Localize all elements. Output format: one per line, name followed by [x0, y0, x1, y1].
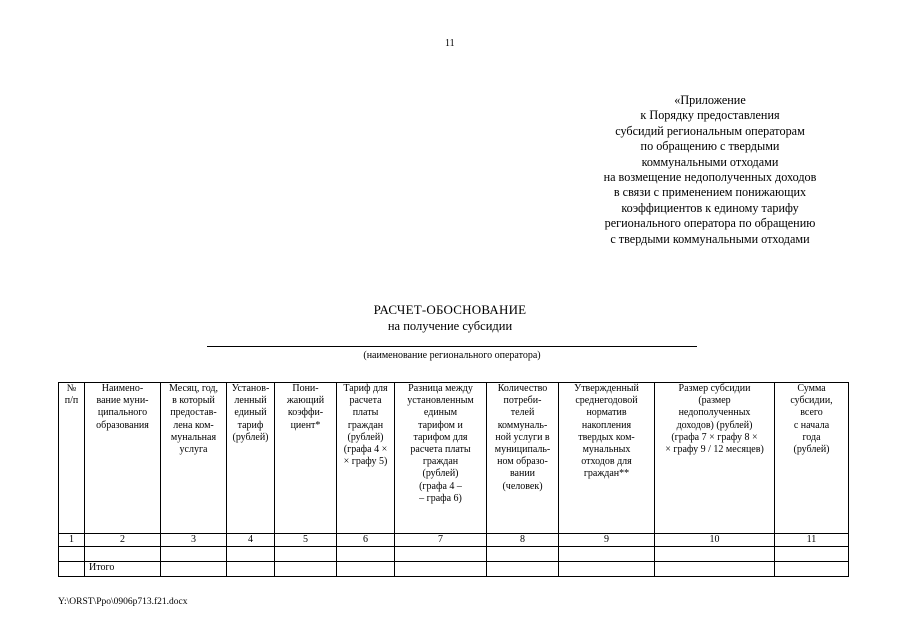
- header-cell-subsidy-size: [655, 383, 775, 534]
- header-text-line: циент*: [290, 419, 321, 431]
- table-header-row: [59, 383, 849, 534]
- header-text-line: граждан**: [583, 468, 630, 480]
- header-text-line: вании: [509, 468, 536, 480]
- header-cell-reducing-coefficient: [275, 383, 337, 534]
- table-cell: [275, 547, 337, 562]
- table-cell: [559, 562, 655, 577]
- appendix-line: коммунальными отходами: [641, 154, 779, 169]
- header-text-line: × графу 5): [343, 456, 388, 468]
- appendix-line: по обращению с твердыми: [640, 139, 780, 154]
- appendix-block: [560, 93, 860, 247]
- header-cell-citizen-tariff: [337, 383, 395, 534]
- header-text-line: услуга: [179, 444, 208, 456]
- subsidy-calculation-table: [58, 382, 849, 577]
- header-text-line: граждан: [422, 456, 459, 468]
- header-text-line: единый: [234, 407, 267, 419]
- header-text-line: года: [802, 431, 821, 443]
- table-cell: [487, 547, 559, 562]
- table-row: [59, 547, 849, 562]
- total-row: [59, 562, 849, 577]
- header-text-line: всего: [800, 407, 823, 419]
- table-cell: [559, 547, 655, 562]
- table-cell: [655, 547, 775, 562]
- column-number: 3: [161, 534, 227, 547]
- header-text-line: муниципаль-: [494, 444, 551, 456]
- header-text-line: (рублей): [422, 468, 459, 480]
- header-text-line: предостав-: [170, 407, 217, 419]
- column-number-row: [59, 534, 849, 547]
- appendix-line: с твердыми коммунальными отходами: [610, 231, 810, 246]
- header-text-line: потреби-: [503, 395, 542, 407]
- header-text-line: телей: [510, 407, 535, 419]
- header-text-line: коммуналь-: [497, 419, 548, 431]
- header-text-line: №: [66, 383, 77, 394]
- header-text-line: (рублей): [793, 444, 830, 456]
- header-text-line: вание муни-: [96, 395, 149, 407]
- header-text-line: Количество: [497, 383, 548, 394]
- header-text-line: доходов) (рублей): [676, 419, 753, 431]
- appendix-line: коэффициентов к единому тарифу: [621, 200, 799, 215]
- column-number: 10: [655, 534, 775, 547]
- header-cell-municipality: [85, 383, 161, 534]
- header-text-line: ципального: [97, 407, 148, 419]
- column-number: 6: [337, 534, 395, 547]
- total-label: Итого: [85, 562, 161, 577]
- header-text-line: лена ком-: [173, 419, 214, 431]
- header-cell-waste-norm: [559, 383, 655, 534]
- header-text-line: с начала: [793, 419, 830, 431]
- header-text-line: Размер субсидии: [678, 383, 751, 394]
- table-cell: [337, 547, 395, 562]
- table-cell: [655, 562, 775, 577]
- header-text-line: (графа 4 ×: [343, 444, 388, 456]
- operator-name-caption: (наименование регионального оператора): [363, 350, 541, 361]
- header-text-line: (человек): [502, 480, 543, 492]
- header-text-line: п/п: [64, 395, 79, 407]
- header-text-line: ленный: [234, 395, 267, 407]
- header-text-line: × графу 9 / 12 месяцев): [665, 444, 764, 456]
- header-text-line: Установ-: [231, 383, 270, 394]
- header-text-line: мунальная: [170, 431, 217, 443]
- table-cell: [85, 547, 161, 562]
- table-cell: [775, 562, 849, 577]
- column-number: 4: [227, 534, 275, 547]
- header-text-line: платы: [352, 407, 379, 419]
- header-text-line: мунальных: [582, 444, 631, 456]
- header-cell-consumers-count: [487, 383, 559, 534]
- table-cell: [275, 562, 337, 577]
- column-number: 5: [275, 534, 337, 547]
- header-text-line: (рублей): [347, 431, 384, 443]
- appendix-line: «Приложение: [674, 93, 746, 107]
- header-text-line: (графа 7 × графу 8 ×: [671, 431, 758, 443]
- table-cell: [227, 562, 275, 577]
- footer-file-path: Y:\ORST\Ppo\0906p713.f21.docx: [58, 597, 188, 607]
- header-text-line: накопления: [581, 419, 632, 431]
- column-number: 8: [487, 534, 559, 547]
- column-number: 11: [775, 534, 849, 547]
- column-number: 7: [395, 534, 487, 547]
- table-cell: [227, 547, 275, 562]
- header-text-line: тарифом для: [413, 431, 468, 443]
- header-text-line: тарифом и: [418, 419, 463, 431]
- table-cell: [395, 547, 487, 562]
- table-cell: [59, 562, 85, 577]
- header-text-line: Утвержденный: [574, 383, 639, 394]
- header-text-line: ном образо-: [497, 456, 548, 468]
- operator-name-blank-line: [207, 346, 697, 347]
- header-cell-month-year: [161, 383, 227, 534]
- header-text-line: Тариф для: [343, 383, 388, 394]
- header-text-line: отходов для: [581, 456, 632, 468]
- table-cell: [775, 547, 849, 562]
- table-cell: [487, 562, 559, 577]
- header-text-line: ной услуги в: [495, 431, 550, 443]
- table-cell: [59, 547, 85, 562]
- header-text-line: образования: [96, 419, 149, 431]
- appendix-line: субсидий региональным операторам: [615, 123, 805, 138]
- header-cell-number: [59, 383, 85, 534]
- header-text-line: (графа 4 –: [419, 480, 462, 492]
- header-text-line: Сумма: [797, 383, 826, 394]
- header-text-line: среднегодовой: [575, 395, 638, 407]
- header-text-line: (размер: [698, 395, 731, 407]
- header-text-line: жающий: [286, 395, 325, 407]
- table-cell: [161, 547, 227, 562]
- header-cell-tariff: [227, 383, 275, 534]
- header-text-line: недополученных: [678, 407, 751, 419]
- appendix-line: к Порядку предоставления: [640, 108, 780, 123]
- document-subtitle: на получение субсидии: [387, 319, 513, 333]
- header-text-line: субсидии,: [790, 395, 833, 407]
- header-text-line: расчета: [349, 395, 382, 407]
- appendix-line: в связи с применением понижающих: [613, 185, 807, 200]
- column-number: 1: [59, 534, 85, 547]
- header-text-line: тариф: [237, 419, 264, 431]
- table-cell: [161, 562, 227, 577]
- header-text-line: установленным: [407, 395, 474, 407]
- header-text-line: граждан: [347, 419, 384, 431]
- header-text-line: Пони-: [292, 383, 319, 394]
- header-text-line: Разница между: [408, 383, 473, 394]
- appendix-line: на возмещение недополученных доходов: [603, 170, 817, 185]
- table-cell: [337, 562, 395, 577]
- header-text-line: – графа 6): [419, 492, 462, 504]
- header-text-line: Месяц, год,: [169, 383, 218, 394]
- appendix-line: регионального оператора по обращению: [604, 216, 816, 231]
- document-title: РАСЧЕТ-ОБОСНОВАНИЕ: [373, 302, 527, 317]
- header-text-line: в который: [172, 395, 215, 407]
- header-text-line: норматив: [586, 407, 627, 419]
- header-cell-tariff-difference: [395, 383, 487, 534]
- header-text-line: Наимено-: [101, 383, 144, 394]
- column-number: 2: [85, 534, 161, 547]
- header-text-line: единым: [423, 407, 458, 419]
- header-cell-subsidy-total: [775, 383, 849, 534]
- page-number: 11: [445, 38, 455, 49]
- table-cell: [395, 562, 487, 577]
- header-text-line: твердых ком-: [578, 431, 635, 443]
- column-number: 9: [559, 534, 655, 547]
- header-text-line: расчета платы: [410, 444, 471, 456]
- header-text-line: коэффи-: [287, 407, 324, 419]
- header-text-line: (рублей): [232, 431, 269, 443]
